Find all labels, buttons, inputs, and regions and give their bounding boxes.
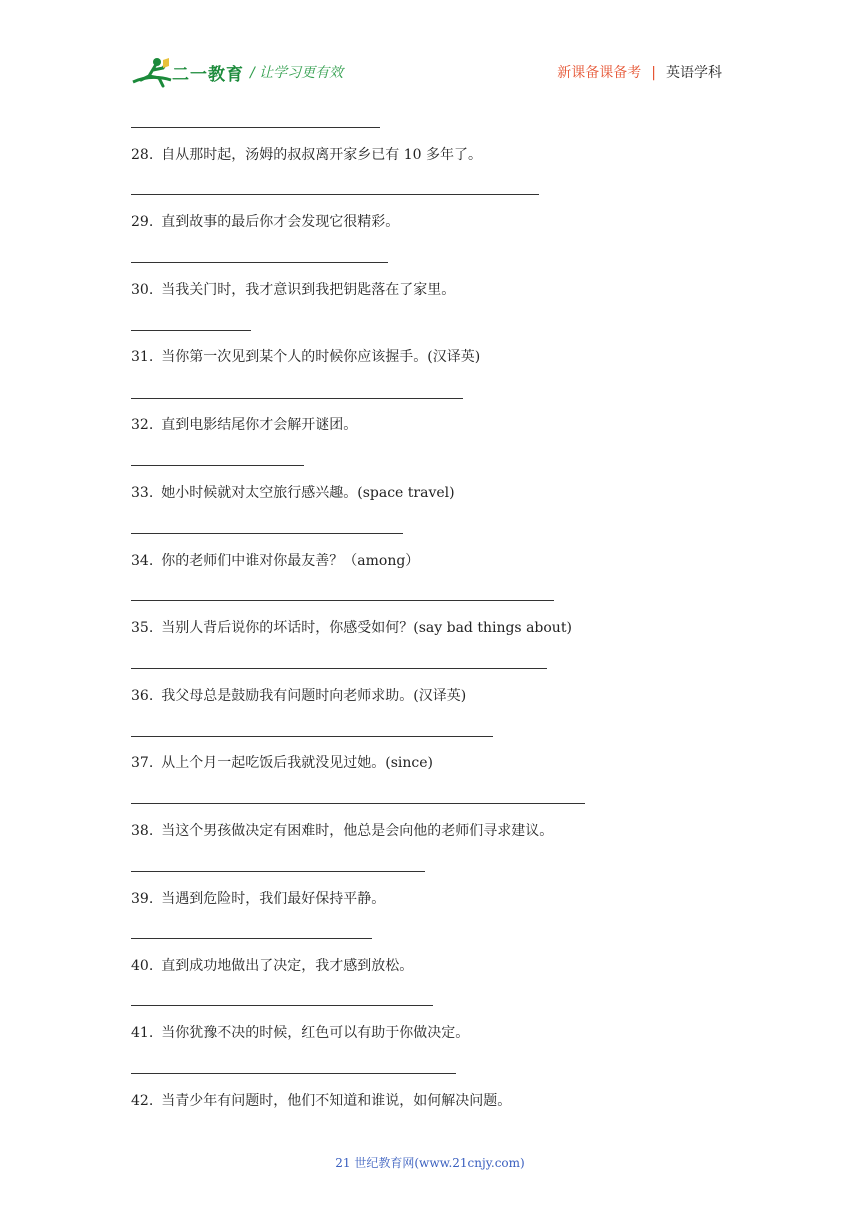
header-subject-label: 英语学科 <box>666 65 722 81</box>
question-number: 34. <box>131 553 154 569</box>
question-number: 36. <box>131 688 154 704</box>
logo-text: 二一教育 <box>172 65 244 85</box>
question-item <box>131 416 357 434</box>
answer-line[interactable] <box>131 736 493 737</box>
question-item <box>131 146 482 164</box>
answer-line[interactable] <box>131 1073 456 1074</box>
question-item <box>131 213 399 231</box>
answer-line[interactable] <box>131 668 547 669</box>
question-text: 直到电影结尾你才会解开谜团。 <box>161 417 358 433</box>
question-number: 42. <box>131 1093 154 1109</box>
question-item <box>131 1092 511 1110</box>
question-text: 从上个月一起吃饭后我就没见过她。(since) <box>161 755 433 771</box>
question-text: 我父母总是鼓励我有问题时向老师求助。(汉译英) <box>161 688 467 704</box>
page-footer: 21 世纪教育网(www.21cnjy.com) <box>335 1156 525 1170</box>
question-item <box>131 957 413 975</box>
question-number: 37. <box>131 755 154 771</box>
header-subject <box>557 62 722 82</box>
question-item <box>131 754 433 772</box>
question-number: 40. <box>131 958 154 974</box>
question-text: 直到故事的最后你才会发现它很精彩。 <box>161 214 400 230</box>
question-number: 38. <box>131 823 154 839</box>
header-separator: | <box>651 65 656 81</box>
answer-line[interactable] <box>131 871 425 872</box>
question-item <box>131 552 419 570</box>
answer-line[interactable] <box>131 938 372 939</box>
question-number: 39. <box>131 891 154 907</box>
question-text: 当青少年有问题时，他们不知道和谁说，如何解决问题。 <box>161 1093 512 1109</box>
question-text: 当遇到危险时，我们最好保持平静。 <box>161 891 386 907</box>
question-number: 29. <box>131 214 154 230</box>
question-number: 31. <box>131 349 154 365</box>
page-header <box>0 0 860 110</box>
question-text: 她小时候就对太空旅行感兴趣。(space travel) <box>161 485 455 501</box>
answer-line[interactable] <box>131 533 403 534</box>
answer-line[interactable] <box>131 262 388 263</box>
question-item <box>131 348 480 366</box>
question-number: 33. <box>131 485 154 501</box>
question-item <box>131 484 455 502</box>
answer-line[interactable] <box>131 1005 433 1006</box>
question-number: 35. <box>131 620 154 636</box>
question-number: 32. <box>131 417 154 433</box>
question-text: 直到成功地做出了决定，我才感到放松。 <box>161 958 414 974</box>
question-number: 41. <box>131 1025 154 1041</box>
question-number: 28. <box>131 147 154 163</box>
question-item <box>131 687 466 705</box>
answer-line[interactable] <box>131 194 539 195</box>
question-text: 你的老师们中谁对你最友善？（among） <box>161 553 420 569</box>
answer-line[interactable] <box>131 127 380 128</box>
question-item <box>131 281 455 299</box>
question-number: 30. <box>131 282 154 298</box>
header-course-label: 新课备课备考 <box>557 65 642 81</box>
slogan: / 让学习更有效 <box>250 65 344 81</box>
answer-line[interactable] <box>131 398 463 399</box>
question-text: 当我关门时，我才意识到我把钥匙落在了家里。 <box>161 282 456 298</box>
answer-line[interactable] <box>131 465 304 466</box>
question-item <box>131 619 572 637</box>
question-text: 当别人背后说你的坏话时，你感受如何？(say bad things about) <box>161 620 572 636</box>
answer-line[interactable] <box>131 600 554 601</box>
question-text: 当你第一次见到某个人的时候你应该握手。(汉译英) <box>161 349 481 365</box>
question-item <box>131 1024 469 1042</box>
answer-line[interactable] <box>131 330 251 331</box>
question-item <box>131 890 385 908</box>
answer-line[interactable] <box>131 803 585 804</box>
question-item <box>131 822 553 840</box>
question-text: 自从那时起，汤姆的叔叔离开家乡已有 10 多年了。 <box>161 147 482 163</box>
question-text: 当你犹豫不决的时候，红色可以有助于你做决定。 <box>161 1025 470 1041</box>
question-text: 当这个男孩做决定有困难时，他总是会向他的老师们寻求建议。 <box>161 823 554 839</box>
